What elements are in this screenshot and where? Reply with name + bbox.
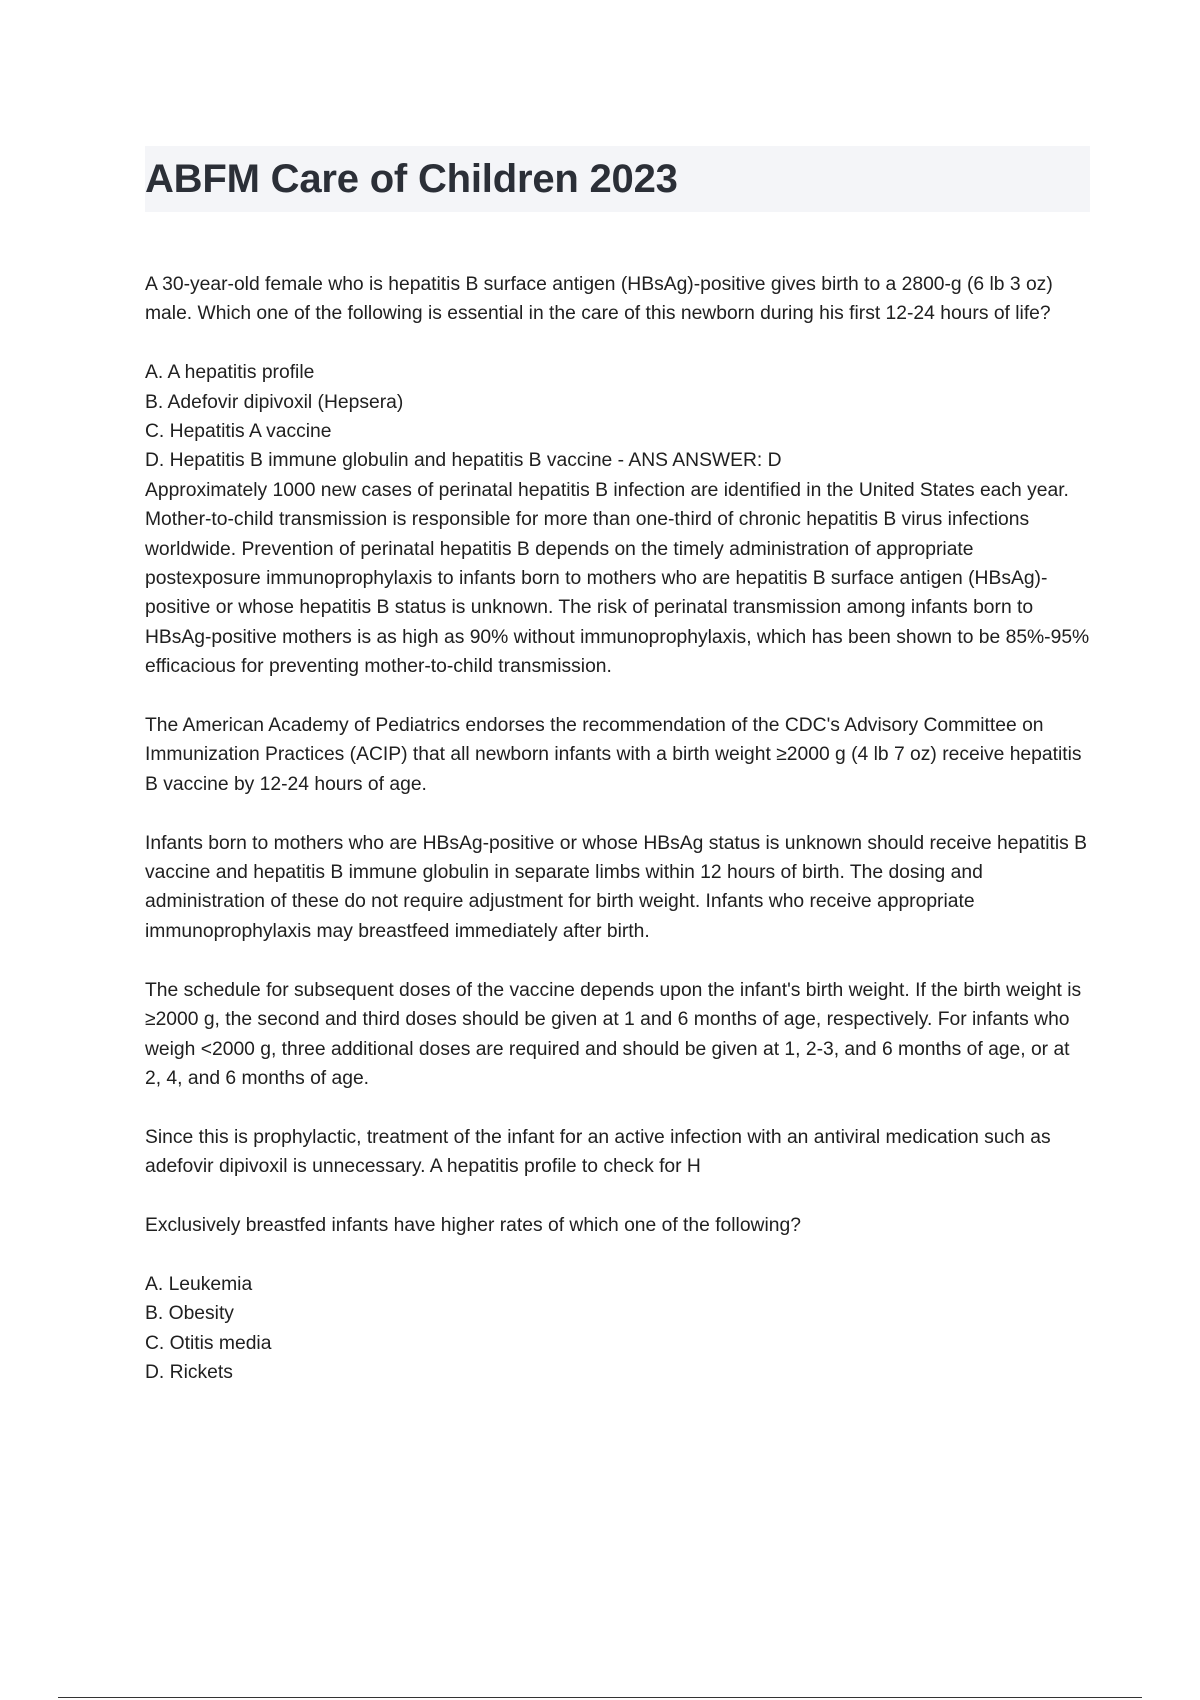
question-2-option-b: B. Obesity: [145, 1303, 234, 1325]
question-2-options: [145, 1270, 1090, 1388]
footer-divider: [58, 1697, 1142, 1698]
question-1-options: [145, 358, 1090, 476]
question-2-option-c: C. Otitis media: [145, 1332, 272, 1354]
question-2-option-d: D. Rickets: [145, 1361, 233, 1383]
explanation-paragraph-3: Infants born to mothers who are HBsAg-positive or whose HBsAg status is unknown should receive hepatitis B vaccine and hepatitis B immune globulin in separate limbs within 12 hours of birth. The dosing and administration of these do not require adjustment for birth weight. Infants who receive appropriate immunoprophylaxis may breastfeed immediately after birth.: [145, 832, 1088, 942]
spacer: [145, 1182, 1090, 1211]
explanation-paragraph-1: Approximately 1000 new cases of perinatal hepatitis B infection are identified in the United States each year. Mother-to-child transmission is responsible for more than one-third of chronic hepatitis B virus infections worldwide. Prevention of perinatal hepatitis B depends on the timely administration of appropriate postexposure immunoprophylaxis to infants born to mothers who are hepatitis B surface antigen (HBsAg)-positive or whose hepatitis B status is unknown. The risk of perinatal transmission among infants born to HBsAg-positive mothers is as high as 90% without immunoprophylaxis, which has been shown to be 85%-95% efficacious for preventing mother-to-child transmission.: [145, 479, 1090, 678]
question-2-stem: Exclusively breastfed infants have higher rates of which one of the following?: [145, 1214, 801, 1236]
document-body: [145, 270, 1090, 1387]
question-1-option-b: B. Adefovir dipivoxil (Hepsera): [145, 391, 404, 413]
spacer: [145, 799, 1090, 828]
question-1-option-a: A. A hepatitis profile: [145, 362, 315, 384]
spacer: [145, 1093, 1090, 1122]
explanation-paragraph-5: Since this is prophylactic, treatment of the infant for an active infection with an antiviral medication such as adefovir dipivoxil is unnecessary. A hepatitis profile to check for H: [145, 1126, 1051, 1178]
spacer: [145, 1240, 1090, 1269]
spacer: [145, 329, 1090, 358]
page-title: ABFM Care of Children 2023: [145, 157, 678, 201]
spacer: [145, 946, 1090, 975]
question-1-stem: A 30-year-old female who is hepatitis B surface antigen (HBsAg)-positive gives birth to a 2800-g (6 lb 3 oz) male. Which one of the following is essential in the care of this newborn during his first 12-24 hours of life?: [145, 274, 1053, 325]
explanation-paragraph-2: The American Academy of Pediatrics endorses the recommendation of the CDC's Advisory Committee on Immunization Practices (ACIP) that all newborn infants with a birth weight ≥2000 g (4 lb 7 oz) receive hepatitis B vaccine by 12-24 hours of age.: [145, 715, 1082, 795]
explanation-paragraph-4: The schedule for subsequent doses of the vaccine depends upon the infant's birth weight. If the birth weight is ≥2000 g, the second and third doses should be given at 1 and 6 months of age, respectively. For infants who weigh <2000 g, three additional doses are required and should be given at 1, 2-3, and 6 months of age, or at 2, 4, and 6 months of age.: [145, 979, 1082, 1089]
spacer: [145, 682, 1090, 711]
question-1-option-d-answer: D. Hepatitis B immune globulin and hepatitis B vaccine - ANS ANSWER: D: [145, 450, 782, 472]
question-2-option-a: A. Leukemia: [145, 1273, 253, 1295]
question-1-option-c: C. Hepatitis A vaccine: [145, 421, 332, 443]
